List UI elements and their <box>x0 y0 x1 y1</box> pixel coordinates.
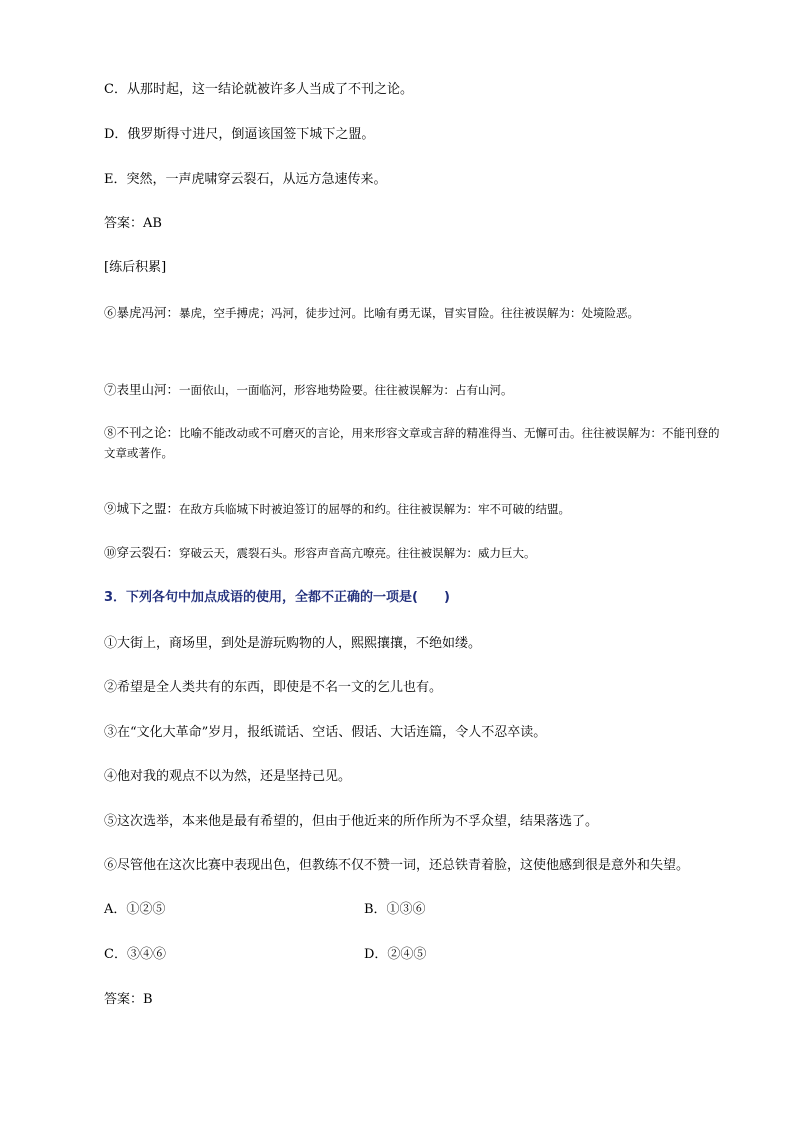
question-item-5: ⑤这次选举，本来他是最有希望的，但由于他近来的所作所为不孚众望，结果落选了。 <box>104 814 599 829</box>
note-8 <box>104 423 724 463</box>
option-c-line: C．从那时起，这一结论就被许多人当成了不刊之论。 <box>104 82 413 97</box>
choice-d: D．②④⑤ <box>364 947 427 962</box>
question-3-title: 3．下列各句中加点成语的使用，全都不正确的一项是( ) <box>104 590 450 605</box>
choice-b: B．①③⑥ <box>364 902 426 917</box>
option-d-line: D．俄罗斯得寸进尺，倒逼该国签下城下之盟。 <box>104 127 375 142</box>
note-term: ⑧不刊之论： <box>104 425 180 440</box>
note-text: 穿破云天，震裂石头。形容声音高亢嘹亮。往往被误解为：威力巨大。 <box>179 546 536 560</box>
option-e-line: E．突然，一声虎啸穿云裂石，从远方急速传来。 <box>104 172 387 187</box>
note-term: ⑥暴虎冯河： <box>104 305 180 320</box>
question-item-2: ②希望是全人类共有的东西，即使是不名一文的乞儿也有。 <box>104 680 443 695</box>
question-item-4: ④他对我的观点不以为然，还是坚持己见。 <box>104 769 352 784</box>
practice-heading: [练后积累] <box>104 260 167 275</box>
note-7 <box>104 380 724 400</box>
question-item-1: ①大街上，商场里，到处是游玩购物的人，熙熙攘攘，不绝如缕。 <box>104 636 482 651</box>
question-item-6: ⑥尽管他在这次比赛中表现出色，但教练不仅不赞一词，还总铁青着脸，这使他感到很是意外和失望。 <box>104 858 690 873</box>
note-10 <box>104 543 724 563</box>
answer-2: 答案：B <box>104 992 153 1007</box>
note-text: 暴虎，空手搏虎；冯河，徒步过河。比喻有勇无谋，冒实冒险。往往被误解为：处境险恶。 <box>179 306 640 320</box>
note-6 <box>104 303 724 323</box>
note-term: ⑩穿云裂石： <box>104 545 180 560</box>
note-term: ⑦表里山河： <box>104 382 180 397</box>
note-text: 比喻不能改动或不可磨灭的言论，用来形容文章或言辞的精准得当、无懈可击。往往被误解为：不能刊登的文章或著作。 <box>104 426 720 460</box>
question-item-3: ③在“文化大革命”岁月，报纸谎话、空话、假话、大话连篇，令人不忍卒读。 <box>104 725 547 740</box>
note-text: 在敌方兵临城下时被迫签订的屈辱的和约。往往被误解为：牢不可破的结盟。 <box>179 502 571 516</box>
note-9 <box>104 499 724 519</box>
note-term: ⑨城下之盟： <box>104 501 180 516</box>
answer-1: 答案：AB <box>104 216 162 231</box>
choice-a: A．①②⑤ <box>104 902 166 917</box>
choice-c: C．③④⑥ <box>104 947 166 962</box>
note-text: 一面依山，一面临河，形容地势险要。往往被误解为：占有山河。 <box>179 383 513 397</box>
